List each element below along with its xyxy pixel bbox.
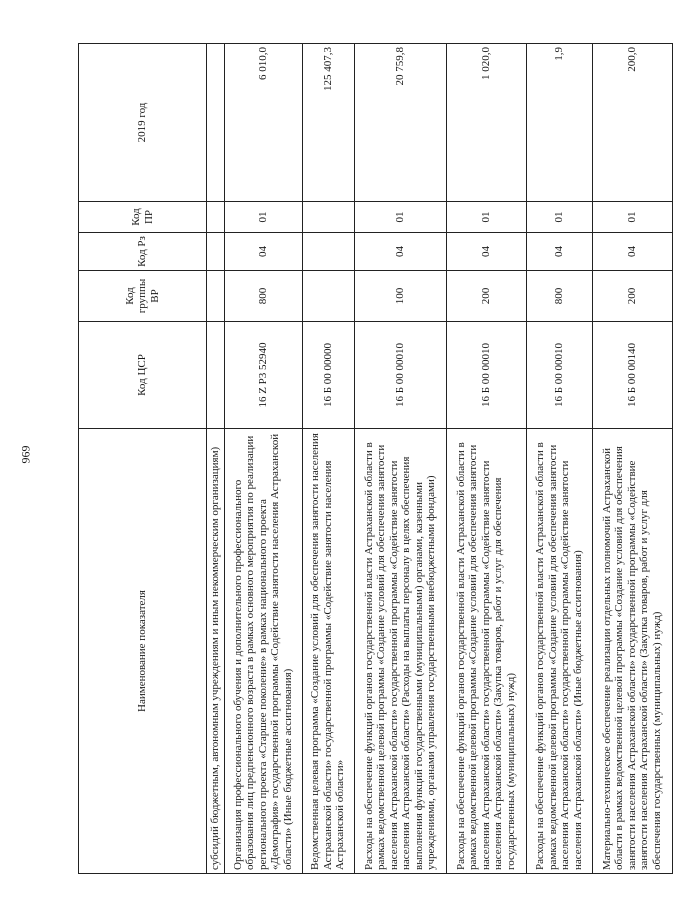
table-row xyxy=(224,44,302,874)
row-pr xyxy=(207,202,225,233)
row-csr: 16 Z P3 52940 xyxy=(224,322,302,429)
header-rz: Код Рз xyxy=(79,233,207,271)
row-pr: 01 xyxy=(224,202,302,233)
row-csr xyxy=(207,322,225,429)
row-rz: 04 xyxy=(354,233,446,271)
table-row xyxy=(207,44,225,874)
row-pr: 01 xyxy=(526,202,592,233)
budget-table xyxy=(78,43,673,874)
row-name: Расходы на обеспечение функций органов государственной власти Астраханской области в рамках ведомственной целевой программы «Создание условий для обеспечения занятости населения Астраханской области» государственной программы «Содействие занятости населения Астраханской области» (Закупка товаров, работ и услуг для обеспечения государственных (муниципальных) нужд) xyxy=(446,429,526,874)
row-name: Материально-техническое обеспечение реализации отдельных полномочий Астраханской области в рамках ведомственной целевой программы «Создание условий для обеспечения занятости населения Астраханской области» государственной программы «Содействие занятости населения Астраханской области» (Закупка товаров, работ и услуг для обеспечения государственных (муниципальных) нужд) xyxy=(592,429,672,874)
table-row xyxy=(526,44,592,874)
header-year: 2019 год xyxy=(79,44,207,202)
row-rz: 04 xyxy=(526,233,592,271)
row-vr xyxy=(302,271,354,322)
row-amount: 1,9 xyxy=(526,44,592,202)
page-number: 969 xyxy=(18,445,33,464)
header-csr: Код ЦСР xyxy=(79,322,207,429)
row-vr: 200 xyxy=(592,271,672,322)
row-amount: 6 010,0 xyxy=(224,44,302,202)
row-pr: 01 xyxy=(592,202,672,233)
header-name: Наименование показателя xyxy=(79,429,207,874)
row-vr xyxy=(207,271,225,322)
row-csr: 16 Б 00 00010 xyxy=(354,322,446,429)
row-pr: 01 xyxy=(354,202,446,233)
row-name: Расходы на обеспечение функций органов государственной власти Астраханской области в рамках ведомственной целевой программы «Создание условий для обеспечения занятости населения Астраханской области» государственной программы «Содействие занятости населения Астраханской области» (Иные бюджетные ассигнования) xyxy=(526,429,592,874)
row-amount xyxy=(207,44,225,202)
row-csr: 16 Б 00 00140 xyxy=(592,322,672,429)
row-vr: 800 xyxy=(224,271,302,322)
row-name: субсидий бюджетным, автономным учреждениям и иным некоммерческим организациям) xyxy=(207,429,225,874)
row-rz xyxy=(302,233,354,271)
row-name: Расходы на обеспечение функций органов государственной власти Астраханской области в рамках ведомственной целевой программы «Создание условий для обеспечения занятости населения Астраханской области» государственной программы «Содействие занятости населения Астраханской области» (Расходы на выплаты персоналу в целях обеспечения выполнения функций государственными (муниципальными) органами, казенными учреждениями, органами управления государственными внебюджетными фондами) xyxy=(354,429,446,874)
rotated-page xyxy=(78,44,663,874)
row-csr: 16 Б 00 00010 xyxy=(446,322,526,429)
row-amount: 1 020,0 xyxy=(446,44,526,202)
row-pr: 01 xyxy=(446,202,526,233)
row-amount: 125 407,3 xyxy=(302,44,354,202)
row-pr xyxy=(302,202,354,233)
table-row xyxy=(446,44,526,874)
row-amount: 200,0 xyxy=(592,44,672,202)
header-vr: Код группы ВР xyxy=(79,271,207,322)
row-rz xyxy=(207,233,225,271)
row-rz: 04 xyxy=(592,233,672,271)
table-header xyxy=(79,44,207,874)
row-vr: 100 xyxy=(354,271,446,322)
row-rz: 04 xyxy=(224,233,302,271)
row-csr: 16 Б 00 00000 xyxy=(302,322,354,429)
row-amount: 20 759,8 xyxy=(354,44,446,202)
table-row xyxy=(354,44,446,874)
row-vr: 200 xyxy=(446,271,526,322)
row-vr: 800 xyxy=(526,271,592,322)
row-name: Ведомственная целевая программа «Создание условий для обеспечения занятости населения Астраханской области» государственной программы «Содействие занятости населения Астраханской области» xyxy=(302,429,354,874)
header-pr: Код ПР xyxy=(79,202,207,233)
table-row xyxy=(302,44,354,874)
row-name: Организация профессионального обучения и дополнительного профессионального образования лиц предпенсионного возраста в рамках основного мероприятия по реализации регионального проекта «Старшее поколение» в рамках национального проекта «Демография» государственной программы «Содействие занятости населения Астраханской области» (Иные бюджетные ассигнования) xyxy=(224,429,302,874)
row-csr: 16 Б 00 00010 xyxy=(526,322,592,429)
table-row xyxy=(592,44,672,874)
row-rz: 04 xyxy=(446,233,526,271)
